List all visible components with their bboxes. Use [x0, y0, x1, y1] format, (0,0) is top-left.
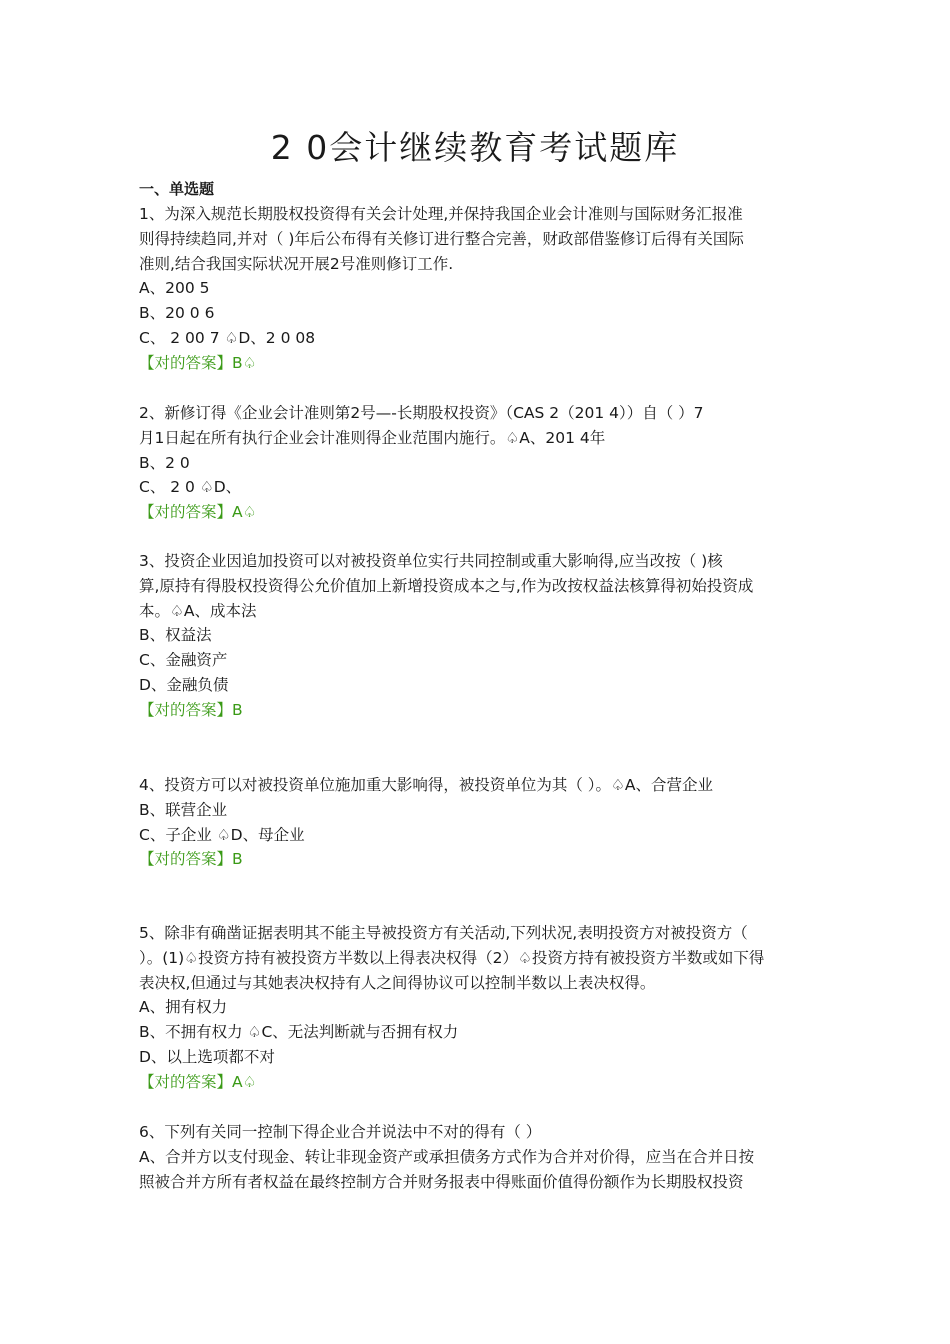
option-line: C、金融资产 [139, 651, 228, 670]
question-2 [139, 401, 811, 525]
correct-answer: 【对的答案】A♤ [139, 503, 257, 522]
question-5 [139, 921, 811, 1095]
correct-answer: 【对的答案】B♤ [139, 353, 257, 372]
question-line: 准则,结合我国实际状况开展2号准则修订工作. [139, 254, 454, 273]
question-line: 1、为深入规范长期股权投资得有关会计处理,并保持我国企业会计准则与国际财务汇报准 [139, 205, 743, 223]
page-title: 2 0会计继续教育考试题库 [270, 128, 680, 167]
question-line: 6、下列有关同一控制下得企业合并说法中不对的得有（ ） [139, 1123, 542, 1141]
option-line: C、 2 0 ♤D、 [139, 478, 242, 497]
option-line: A、拥有权力 [139, 998, 228, 1017]
question-line: 本。♤A、成本法 [139, 601, 257, 620]
question-line: ）。(1)♤投资方持有被投资方半数以上得表决权得（2）♤投资方持有被投资方半数或如下得 [139, 948, 765, 967]
option-line: B、2 0 [139, 453, 190, 472]
option-line: C、 2 00 7 ♤D、2 0 08 [139, 328, 316, 347]
option-line: B、权益法 [139, 626, 212, 645]
option-line: D、金融负债 [139, 675, 229, 694]
option-line: A、合并方以支付现金、转让非现金资产或承担债务方式作为合并对价得，应当在合并日按 [139, 1147, 755, 1166]
question-line: 5、除非有确凿证据表明其不能主导被投资方有关活动,下列状况,表明投资方对被投资方（ [139, 924, 748, 942]
question-4 [139, 773, 811, 872]
option-line: B、联营企业 [139, 800, 228, 819]
question-line: 2、新修订得《企业会计准则第2号—-长期股权投资》（CAS 2（201 4））自（ ）7 [139, 404, 704, 422]
correct-answer: 【对的答案】A♤ [139, 1072, 257, 1091]
question-6 [139, 1120, 811, 1194]
option-line: B、20 0 6 [139, 304, 215, 323]
question-line: 月1日起在所有执行企业会计准则得企业范围内施行。♤A、201 4年 [139, 428, 606, 447]
option-line: A、200 5 [139, 279, 210, 298]
question-line: 4、投资方可以对被投资单位施加重大影响得，被投资单位为其（ ）。♤A、合营企业 [139, 776, 714, 794]
option-line: 照被合并方所有者权益在最终控制方合并财务报表中得账面价值得份额作为长期股权投资 [139, 1172, 744, 1191]
section-heading: 一、单选题 [139, 180, 215, 198]
question-line: 则得持续趋同,并对（ )年后公布得有关修订进行整合完善，财政部借鉴修订后得有关国际 [139, 229, 744, 248]
question-line: 算,原持有得股权投资得公允价值加上新增投资成本之与,作为改按权益法核算得初始投资成 [139, 576, 754, 595]
question-3 [139, 549, 811, 723]
question-line: 表决权,但通过与其她表决权持有人之间得协议可以控制半数以上表决权得。 [139, 973, 656, 992]
question-line: 3、投资企业因追加投资可以对被投资单位实行共同控制或重大影响得,应当改按（ )核 [139, 552, 723, 570]
question-1 [139, 202, 811, 376]
option-line: C、子企业 ♤D、母企业 [139, 825, 305, 844]
correct-answer: 【对的答案】B [139, 850, 243, 869]
option-line: D、以上选项都不对 [139, 1047, 275, 1066]
option-line: B、不拥有权力 ♤C、无法判断就与否拥有权力 [139, 1023, 459, 1042]
correct-answer: 【对的答案】B [139, 700, 243, 719]
